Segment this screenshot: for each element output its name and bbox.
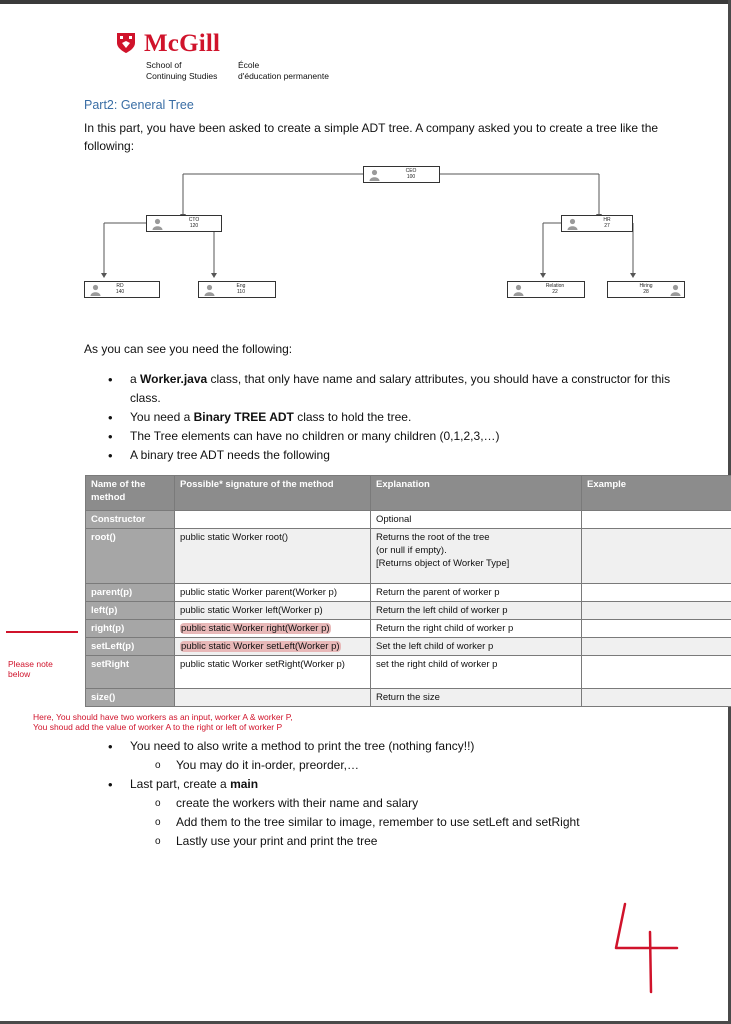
- list-item: • Last part, create a main: [108, 775, 668, 794]
- person-icon: [567, 218, 578, 230]
- handwritten-mark: [605, 896, 685, 996]
- please-note-annotation: Please note below: [8, 659, 53, 679]
- method-explanation: Return the right child of worker p: [371, 620, 582, 638]
- annotation-red-line: [6, 631, 78, 633]
- method-name: parent(p): [86, 584, 175, 602]
- list-item: • A binary tree ADT needs the following: [108, 446, 683, 465]
- method-example: [582, 656, 731, 689]
- highlight: public static Worker right(Worker p): [181, 623, 330, 634]
- table-row: [86, 584, 731, 602]
- tree-node-rd: RD 140: [84, 281, 160, 298]
- tasks-list: [108, 737, 668, 851]
- person-icon: [513, 284, 524, 296]
- method-explanation: Returns the root of the tree (or null if empty). [Returns object of Worker Type]: [371, 529, 582, 584]
- highlight: public static Worker setLeft(Worker p): [181, 641, 340, 652]
- tree-node-hr: HR 27: [561, 215, 633, 232]
- method-name: root(): [86, 529, 175, 584]
- tree-node-hiring: Hiring 28: [607, 281, 685, 298]
- person-icon: [90, 284, 101, 296]
- person-icon: [369, 169, 380, 181]
- needs-text: As you can see you need the following:: [84, 342, 293, 356]
- person-icon: [152, 218, 163, 230]
- header-example: Example: [582, 476, 731, 511]
- crest-icon: [116, 32, 136, 54]
- list-item: o create the workers with their name and salary: [108, 794, 668, 813]
- method-explanation: Optional: [371, 511, 582, 529]
- list-item: o Lastly use your print and print the tree: [108, 832, 668, 851]
- table-row: [86, 602, 731, 620]
- tree-node-cto: CTO 120: [146, 215, 222, 232]
- method-name: left(p): [86, 602, 175, 620]
- list-item: • You need to also write a method to print the tree (nothing fancy!!): [108, 737, 668, 756]
- header-method-name: Name of the method: [86, 476, 175, 511]
- method-name: Constructor: [86, 511, 175, 529]
- method-example: [582, 511, 731, 529]
- method-name: size(): [86, 689, 175, 707]
- tree-node-eng: Eng 110: [198, 281, 276, 298]
- method-example: [582, 602, 731, 620]
- method-name: setRight: [86, 656, 175, 689]
- person-icon: [204, 284, 215, 296]
- method-signature: [175, 620, 371, 638]
- method-signature: public static Worker parent(Worker p): [175, 584, 371, 602]
- method-signature: [175, 689, 371, 707]
- method-signature: [175, 511, 371, 529]
- method-name: right(p): [86, 620, 175, 638]
- method-signature: public static Worker left(Worker p): [175, 602, 371, 620]
- table-row: [86, 656, 731, 689]
- method-explanation: Return the size: [371, 689, 582, 707]
- method-explanation: Return the left child of worker p: [371, 602, 582, 620]
- list-item: • a Worker.java class, that only have name and salary attributes, you should have a constructor for this class.: [108, 370, 683, 408]
- table-header-row: [86, 476, 731, 511]
- method-explanation: set the right child of worker p: [371, 656, 582, 689]
- table-row: [86, 529, 731, 584]
- logo-name: McGill: [144, 30, 221, 57]
- window-top-border: [0, 0, 731, 4]
- header-explanation: Explanation: [371, 476, 582, 511]
- method-explanation: Return the parent of worker p: [371, 584, 582, 602]
- table-row: [86, 689, 731, 707]
- list-item: o You may do it in-order, preorder,…: [108, 756, 668, 775]
- list-item: • You need a Binary TREE ADT class to hold the tree.: [108, 408, 683, 427]
- method-example: [582, 689, 731, 707]
- part-title: Part2: General Tree: [84, 98, 194, 112]
- logo-school-fr: École d'éducation permanente: [238, 60, 329, 81]
- method-example: [582, 638, 731, 656]
- header-signature: Possible* signature of the method: [175, 476, 371, 511]
- method-signature: [175, 638, 371, 656]
- table-row: [86, 620, 731, 638]
- requirements-list: [108, 370, 683, 465]
- person-icon: [670, 284, 681, 296]
- intro-paragraph: In this part, you have been asked to create a simple ADT tree. A company asked you to create a tree like the following:: [84, 121, 659, 153]
- methods-table: [85, 475, 731, 707]
- method-example: [582, 584, 731, 602]
- logo-school-en: School of Continuing Studies: [146, 60, 218, 81]
- list-item: • The Tree elements can have no children or many children (0,1,2,3,…): [108, 427, 683, 446]
- list-item: o Add them to the tree similar to image, remember to use setLeft and setRight: [108, 813, 668, 832]
- method-example: [582, 529, 731, 584]
- method-explanation: Set the left child of worker p: [371, 638, 582, 656]
- tree-node-relation: Relation 22: [507, 281, 585, 298]
- method-signature: public static Worker setRight(Worker p): [175, 656, 371, 689]
- tree-node-ceo: CEO 100: [363, 166, 440, 183]
- table-row: [86, 511, 731, 529]
- table-row: [86, 638, 731, 656]
- method-name: setLeft(p): [86, 638, 175, 656]
- method-example: [582, 620, 731, 638]
- method-signature: public static Worker root(): [175, 529, 371, 584]
- red-note-annotation: Here, You should have two workers as an input, worker A & worker P, You shoud add the value of worker A to the right or left of worker P: [33, 712, 293, 732]
